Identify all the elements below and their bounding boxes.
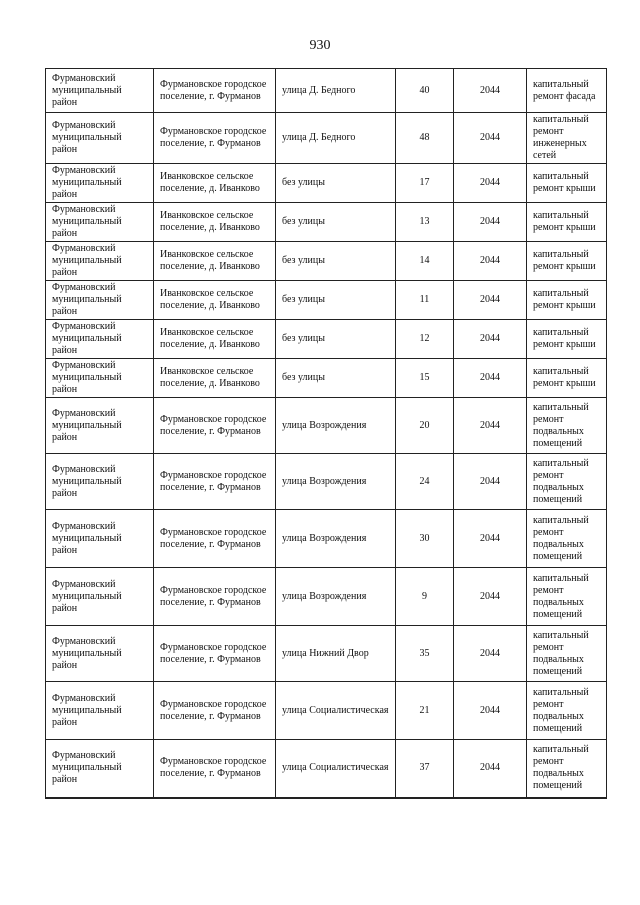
work-type-cell: капитальный ремонт фасада	[527, 69, 607, 113]
settlement-cell: Иванковское сельское поселение, д. Иванково	[154, 320, 276, 359]
year-cell: 2044	[454, 359, 527, 398]
district-cell: Фурмановский муниципальный район	[46, 113, 154, 164]
district-cell: Фурмановский муниципальный район	[46, 626, 154, 682]
work-type-cell: капитальный ремонт подвальных помещений	[527, 510, 607, 568]
district-cell: Фурмановский муниципальный район	[46, 242, 154, 281]
house-number-cell: 48	[396, 113, 454, 164]
settlement-cell: Иванковское сельское поселение, д. Иванково	[154, 281, 276, 320]
district-cell: Фурмановский муниципальный район	[46, 682, 154, 740]
year-cell: 2044	[454, 454, 527, 510]
table-row	[46, 398, 607, 454]
house-number-cell: 30	[396, 510, 454, 568]
year-cell: 2044	[454, 242, 527, 281]
house-number-cell: 35	[396, 626, 454, 682]
table-row	[46, 682, 607, 740]
district-cell: Фурмановский муниципальный район	[46, 203, 154, 242]
repair-schedule-table	[45, 68, 607, 799]
work-type-cell: капитальный ремонт крыши	[527, 281, 607, 320]
settlement-cell: Фурмановское городское поселение, г. Фурманов	[154, 682, 276, 740]
table-row	[46, 203, 607, 242]
settlement-cell: Иванковское сельское поселение, д. Иванково	[154, 203, 276, 242]
house-number-cell: 12	[396, 320, 454, 359]
district-cell: Фурмановский муниципальный район	[46, 359, 154, 398]
street-cell: улица Нижний Двор	[276, 626, 396, 682]
table-row	[46, 242, 607, 281]
house-number-cell: 14	[396, 242, 454, 281]
district-cell: Фурмановский муниципальный район	[46, 510, 154, 568]
house-number-cell: 9	[396, 568, 454, 626]
settlement-cell: Фурмановское городское поселение, г. Фурманов	[154, 510, 276, 568]
house-number-cell: 20	[396, 398, 454, 454]
year-cell: 2044	[454, 320, 527, 359]
settlement-cell: Иванковское сельское поселение, д. Иванково	[154, 242, 276, 281]
street-cell: улица Социалистическая	[276, 682, 396, 740]
table-row	[46, 626, 607, 682]
year-cell: 2044	[454, 682, 527, 740]
table-row	[46, 568, 607, 626]
year-cell: 2044	[454, 203, 527, 242]
work-type-cell: капитальный ремонт крыши	[527, 359, 607, 398]
settlement-cell: Иванковское сельское поселение, д. Иванково	[154, 359, 276, 398]
street-cell: улица Возрождения	[276, 454, 396, 510]
street-cell: улица Возрождения	[276, 568, 396, 626]
house-number-cell: 21	[396, 682, 454, 740]
table-row	[46, 281, 607, 320]
house-number-cell: 13	[396, 203, 454, 242]
district-cell: Фурмановский муниципальный район	[46, 164, 154, 203]
street-cell: без улицы	[276, 203, 396, 242]
table-row	[46, 320, 607, 359]
table-row	[46, 113, 607, 164]
table-row	[46, 740, 607, 798]
street-cell: без улицы	[276, 320, 396, 359]
street-cell: улица Возрождения	[276, 510, 396, 568]
year-cell: 2044	[454, 740, 527, 798]
work-type-cell: капитальный ремонт инженерных сетей	[527, 113, 607, 164]
settlement-cell: Иванковское сельское поселение, д. Иванково	[154, 164, 276, 203]
district-cell: Фурмановский муниципальный район	[46, 740, 154, 798]
table-row	[46, 164, 607, 203]
table-row	[46, 69, 607, 113]
work-type-cell: капитальный ремонт крыши	[527, 164, 607, 203]
district-cell: Фурмановский муниципальный район	[46, 398, 154, 454]
year-cell: 2044	[454, 510, 527, 568]
district-cell: Фурмановский муниципальный район	[46, 568, 154, 626]
district-cell: Фурмановский муниципальный район	[46, 69, 154, 113]
work-type-cell: капитальный ремонт крыши	[527, 203, 607, 242]
work-type-cell: капитальный ремонт подвальных помещений	[527, 454, 607, 510]
house-number-cell: 17	[396, 164, 454, 203]
settlement-cell: Фурмановское городское поселение, г. Фурманов	[154, 113, 276, 164]
year-cell: 2044	[454, 281, 527, 320]
work-type-cell: капитальный ремонт подвальных помещений	[527, 568, 607, 626]
year-cell: 2044	[454, 113, 527, 164]
district-cell: Фурмановский муниципальный район	[46, 281, 154, 320]
settlement-cell: Фурмановское городское поселение, г. Фурманов	[154, 69, 276, 113]
settlement-cell: Фурмановское городское поселение, г. Фурманов	[154, 454, 276, 510]
street-cell: улица Д. Бедного	[276, 113, 396, 164]
work-type-cell: капитальный ремонт подвальных помещений	[527, 626, 607, 682]
settlement-cell: Фурмановское городское поселение, г. Фурманов	[154, 740, 276, 798]
house-number-cell: 24	[396, 454, 454, 510]
year-cell: 2044	[454, 398, 527, 454]
district-cell: Фурмановский муниципальный район	[46, 454, 154, 510]
street-cell: без улицы	[276, 359, 396, 398]
year-cell: 2044	[454, 626, 527, 682]
street-cell: без улицы	[276, 164, 396, 203]
year-cell: 2044	[454, 568, 527, 626]
house-number-cell: 15	[396, 359, 454, 398]
street-cell: улица Возрождения	[276, 398, 396, 454]
settlement-cell: Фурмановское городское поселение, г. Фурманов	[154, 398, 276, 454]
work-type-cell: капитальный ремонт подвальных помещений	[527, 682, 607, 740]
street-cell: без улицы	[276, 242, 396, 281]
settlement-cell: Фурмановское городское поселение, г. Фурманов	[154, 568, 276, 626]
district-cell: Фурмановский муниципальный район	[46, 320, 154, 359]
year-cell: 2044	[454, 69, 527, 113]
work-type-cell: капитальный ремонт подвальных помещений	[527, 740, 607, 798]
street-cell: улица Социалистическая	[276, 740, 396, 798]
house-number-cell: 37	[396, 740, 454, 798]
street-cell: без улицы	[276, 281, 396, 320]
year-cell: 2044	[454, 164, 527, 203]
table-row	[46, 454, 607, 510]
table-row	[46, 359, 607, 398]
work-type-cell: капитальный ремонт крыши	[527, 320, 607, 359]
house-number-cell: 40	[396, 69, 454, 113]
work-type-cell: капитальный ремонт подвальных помещений	[527, 398, 607, 454]
table-row	[46, 510, 607, 568]
settlement-cell: Фурмановское городское поселение, г. Фурманов	[154, 626, 276, 682]
page-number: 930	[309, 38, 331, 53]
work-type-cell: капитальный ремонт крыши	[527, 242, 607, 281]
street-cell: улица Д. Бедного	[276, 69, 396, 113]
house-number-cell: 11	[396, 281, 454, 320]
